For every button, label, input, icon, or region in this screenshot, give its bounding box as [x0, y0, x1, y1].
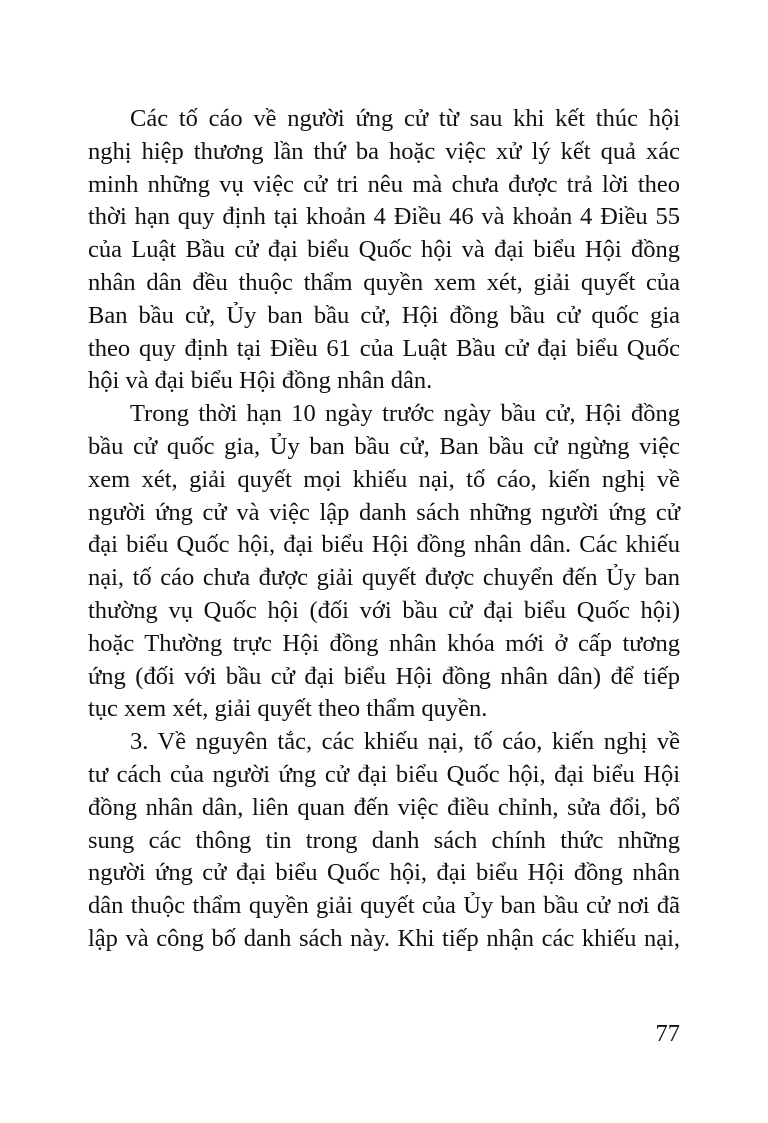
text-line: đại biểu Quốc hội, đại biểu Hội đồng nhân dân. Các khiếu — [88, 531, 680, 559]
text-line: của Luật Bầu cử đại biểu Quốc hội và đại biểu Hội đồng — [88, 236, 680, 264]
text-line: Các tố cáo về người ứng cử từ sau khi kết thúc hội — [130, 105, 680, 132]
text-line: hoặc Thường trực Hội đồng nhân khóa mới ở cấp tương — [88, 629, 680, 657]
text-line: đồng nhân dân, liên quan đến việc điều chỉnh, sửa đổi, bổ — [88, 793, 680, 821]
text-line: người ứng cử đại biểu Quốc hội, đại biểu Hội đồng nhân — [88, 859, 680, 887]
text-line: minh những vụ việc cử tri nêu mà chưa được trả lời theo — [88, 170, 680, 198]
text-line: bầu cử quốc gia, Ủy ban bầu cử, Ban bầu cử ngừng việc — [88, 432, 680, 460]
text-line: nại, tố cáo chưa được giải quyết được chuyển đến Ủy ban — [88, 564, 680, 592]
text-line: hội và đại biểu Hội đồng nhân dân. — [88, 367, 433, 395]
text-line: nhân dân đều thuộc thẩm quyền xem xét, giải quyết của — [88, 268, 680, 296]
text-line: sung các thông tin trong danh sách chính thức những — [88, 826, 680, 854]
paragraph-3 — [88, 726, 680, 956]
body-text — [88, 103, 680, 956]
text-line: tư cách của người ứng cử đại biểu Quốc hội, đại biểu Hội — [88, 760, 680, 788]
text-line: người ứng cử và việc lập danh sách những người ứng cử — [88, 498, 680, 526]
paragraph-2 — [88, 398, 680, 726]
text-line: thời hạn quy định tại khoản 4 Điều 46 và khoản 4 Điều 55 — [88, 203, 680, 231]
paragraph-1 — [88, 103, 680, 398]
text-line: xem xét, giải quyết mọi khiếu nại, tố cáo, kiến nghị về — [88, 465, 680, 493]
text-line: theo quy định tại Điều 61 của Luật Bầu cử đại biểu Quốc — [88, 334, 680, 362]
text-line: nghị hiệp thương lần thứ ba hoặc việc xử lý kết quả xác — [88, 137, 680, 165]
text-line: Ban bầu cử, Ủy ban bầu cử, Hội đồng bầu cử quốc gia — [88, 301, 680, 329]
text-line: dân thuộc thẩm quyền giải quyết của Ủy ban bầu cử nơi đã — [88, 892, 680, 920]
text-line: ứng (đối với bầu cử đại biểu Hội đồng nhân dân) để tiếp — [88, 662, 680, 690]
page-number: 77 — [655, 1020, 680, 1047]
text-line: thường vụ Quốc hội (đối với bầu cử đại biểu Quốc hội) — [88, 596, 680, 624]
text-line: 3. Về nguyên tắc, các khiếu nại, tố cáo, kiến nghị về — [130, 728, 680, 756]
text-line: lập và công bố danh sách này. Khi tiếp nhận các khiếu nại, — [88, 924, 680, 952]
text-line: Trong thời hạn 10 ngày trước ngày bầu cử, Hội đồng — [130, 400, 680, 428]
text-line: tục xem xét, giải quyết theo thẩm quyền. — [88, 695, 488, 723]
